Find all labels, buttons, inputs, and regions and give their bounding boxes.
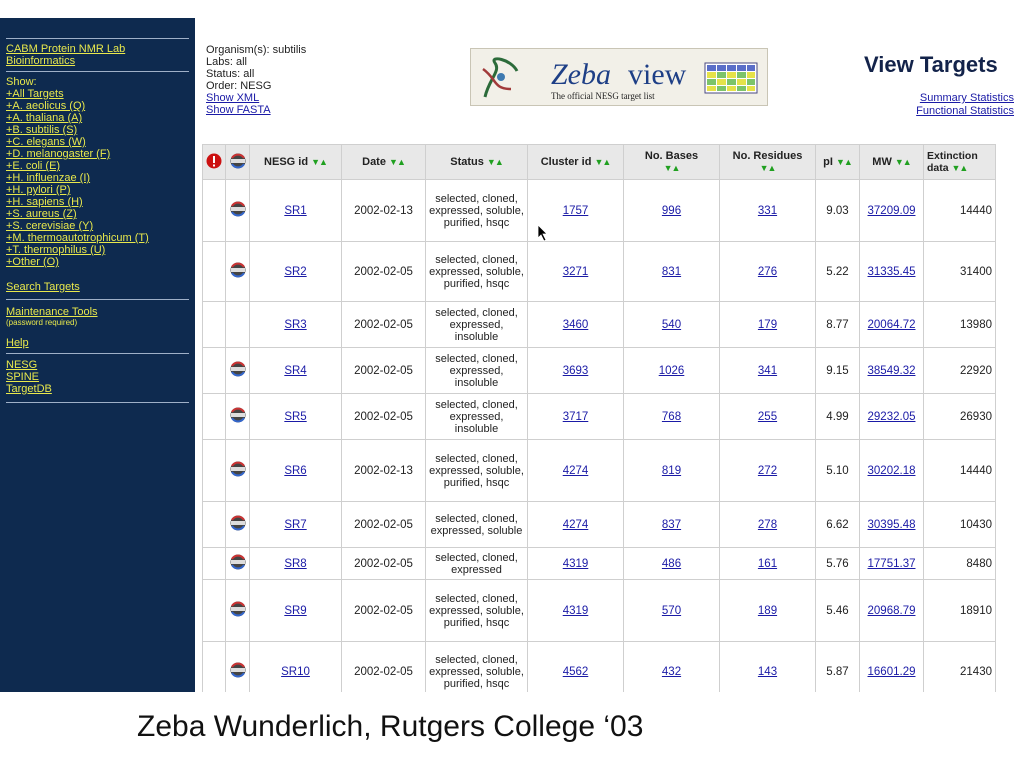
cluster-id-cell [528, 242, 624, 302]
residues-link[interactable]: 255 [757, 410, 778, 423]
cluster-id-link[interactable]: 4319 [562, 557, 589, 570]
cluster-id-cell [528, 642, 624, 693]
nesg-id-cell [250, 502, 342, 548]
date-cell: 2002-02-13 [342, 440, 426, 502]
status-cell: selected, cloned, expressed [426, 548, 528, 580]
sidebar [0, 18, 195, 692]
cluster-id-cell [528, 302, 624, 348]
bases-link[interactable]: 837 [661, 518, 682, 531]
bases-cell [624, 502, 720, 548]
search-targets-link[interactable]: Search Targets [6, 281, 80, 293]
structure-cell [226, 642, 250, 693]
mw-cell [860, 348, 924, 394]
mw-link[interactable]: 38549.32 [867, 364, 916, 377]
alert-cell [203, 642, 226, 693]
bases-cell [624, 394, 720, 440]
pi-cell: 8.77 [816, 302, 860, 348]
column-header-nesg-id[interactable]: NESG id ▼▲ [250, 145, 342, 180]
table-header-row [203, 145, 996, 180]
mw-cell [860, 180, 924, 242]
date-cell: 2002-02-05 [342, 548, 426, 580]
nesg-id-link[interactable]: SR1 [284, 204, 307, 217]
extinction-cell: 31400 [924, 242, 996, 302]
organism-link[interactable]: +T. thermophilus (U) [6, 244, 106, 256]
password-note: (password required) [6, 318, 78, 327]
column-header-date[interactable]: Date ▼▲ [342, 145, 426, 180]
bases-link[interactable]: 486 [661, 557, 682, 570]
residues-cell [720, 580, 816, 642]
organism-link[interactable]: +M. thermoautotrophicum (T) [6, 232, 149, 244]
mw-link[interactable]: 29232.05 [867, 410, 916, 423]
date-cell: 2002-02-05 [342, 580, 426, 642]
zebaview-logo [470, 48, 768, 106]
nesg-id-link[interactable]: SR10 [281, 665, 310, 678]
pi-cell: 5.76 [816, 548, 860, 580]
residues-link[interactable]: 278 [757, 518, 778, 531]
bases-cell [624, 580, 720, 642]
cluster-id-link[interactable]: 3460 [562, 318, 589, 331]
nesg-id-link[interactable]: SR8 [284, 557, 307, 570]
nesg-id-cell [250, 548, 342, 580]
nesg-id-link[interactable]: SR3 [284, 318, 307, 331]
structure-globe-icon[interactable] [230, 262, 246, 278]
sort-arrows-icon[interactable]: ▼▲ [951, 163, 968, 173]
structure-cell [226, 242, 250, 302]
bases-link[interactable]: 540 [661, 318, 682, 331]
residues-cell [720, 502, 816, 548]
table-row [203, 502, 996, 548]
organism-link[interactable]: +S. cerevisiae (Y) [6, 220, 94, 232]
table-row [203, 580, 996, 642]
sort-arrows-icon[interactable]: ▼▲ [486, 157, 503, 167]
residues-link[interactable]: 143 [757, 665, 778, 678]
show-label: Show: [6, 76, 37, 88]
residues-link[interactable]: 272 [757, 464, 778, 477]
cluster-id-link[interactable]: 1757 [562, 204, 589, 217]
cluster-id-link[interactable]: 4319 [562, 604, 589, 617]
structure-globe-icon[interactable] [230, 515, 246, 531]
nesg-id-cell [250, 302, 342, 348]
mw-link[interactable]: 20064.72 [867, 318, 916, 331]
alert-column-header [203, 145, 226, 180]
alert-cell [203, 394, 226, 440]
structure-globe-icon[interactable] [230, 461, 246, 477]
date-cell: 2002-02-05 [342, 502, 426, 548]
mw-link[interactable]: 17751.37 [867, 557, 916, 570]
bases-cell [624, 180, 720, 242]
alert-cell [203, 440, 226, 502]
extinction-cell: 8480 [924, 548, 996, 580]
sort-arrows-icon[interactable]: ▼▲ [836, 157, 852, 167]
date-cell: 2002-02-05 [342, 302, 426, 348]
cluster-id-link[interactable]: 4274 [562, 464, 589, 477]
bases-link[interactable]: 996 [661, 204, 682, 217]
structure-cell [226, 180, 250, 242]
mw-link[interactable]: 30395.48 [867, 518, 916, 531]
mw-link[interactable]: 30202.18 [867, 464, 916, 477]
mw-cell [860, 394, 924, 440]
bioinformatics-link[interactable]: Bioinformatics [6, 55, 76, 67]
sort-arrows-icon[interactable]: ▼▲ [759, 163, 776, 173]
structure-cell [226, 302, 250, 348]
cluster-id-link[interactable]: 3693 [562, 364, 589, 377]
table-row [203, 394, 996, 440]
structure-column-header [226, 145, 250, 180]
nesg-id-link[interactable]: SR5 [284, 410, 307, 423]
sort-arrows-icon[interactable]: ▼▲ [311, 157, 327, 167]
mw-cell [860, 548, 924, 580]
mw-cell [860, 440, 924, 502]
residues-link[interactable]: 161 [757, 557, 778, 570]
column-header-mw[interactable]: MW ▼▲ [860, 145, 924, 180]
residues-cell [720, 302, 816, 348]
structure-cell [226, 502, 250, 548]
organism-link[interactable]: +All Targets [6, 88, 64, 100]
alert-cell [203, 548, 226, 580]
residues-cell [720, 242, 816, 302]
nesg-id-cell [250, 440, 342, 502]
cluster-id-cell [528, 440, 624, 502]
status-cell: selected, cloned, expressed, soluble, purified, hsqc [426, 642, 528, 693]
help-link[interactable]: Help [6, 337, 29, 349]
nesg-id-cell [250, 580, 342, 642]
alert-cell [203, 348, 226, 394]
alert-cell [203, 302, 226, 348]
bases-link[interactable]: 831 [661, 265, 682, 278]
table-row [203, 180, 996, 242]
nesg-id-link[interactable]: SR9 [284, 604, 307, 617]
sort-arrows-icon[interactable]: ▼▲ [389, 157, 405, 167]
date-cell: 2002-02-05 [342, 242, 426, 302]
pi-cell: 9.15 [816, 348, 860, 394]
cluster-id-cell [528, 502, 624, 548]
structure-cell [226, 548, 250, 580]
protein-ribbon-icon [483, 59, 517, 97]
column-header-no-bases[interactable]: No. Bases ▼▲ [624, 145, 720, 180]
date-cell: 2002-02-05 [342, 642, 426, 693]
sort-arrows-icon[interactable]: ▼▲ [894, 157, 911, 167]
cluster-id-cell [528, 348, 624, 394]
bases-link[interactable]: 570 [661, 604, 682, 617]
mw-link[interactable]: 37209.09 [867, 204, 916, 217]
column-header-extinction[interactable]: Extinction data ▼▲ [924, 145, 996, 180]
cluster-id-link[interactable]: 3271 [562, 265, 589, 278]
targetdb-link[interactable]: TargetDB [6, 383, 52, 395]
status-cell: selected, cloned, expressed, soluble, purified, hsqc [426, 242, 528, 302]
mw-cell [860, 242, 924, 302]
mw-cell [860, 502, 924, 548]
column-header-cluster-id[interactable]: Cluster id ▼▲ [528, 145, 624, 180]
bases-cell [624, 642, 720, 693]
nesg-id-cell [250, 642, 342, 693]
extinction-cell: 14440 [924, 180, 996, 242]
table-row [203, 348, 996, 394]
residues-cell [720, 394, 816, 440]
mw-link[interactable]: 20968.79 [867, 604, 916, 617]
extinction-cell: 10430 [924, 502, 996, 548]
pi-cell: 5.10 [816, 440, 860, 502]
mw-link[interactable]: 31335.45 [867, 265, 916, 278]
organism-link[interactable]: +A. thaliana (A) [6, 112, 83, 124]
summary-statistics-link[interactable]: Summary Statistics [919, 92, 1014, 104]
spine-link[interactable]: SPINE [6, 371, 40, 383]
alert-cell [203, 580, 226, 642]
organism-filter: Organism(s): subtilis [206, 44, 307, 56]
bases-cell [624, 548, 720, 580]
grid-table-icon [705, 63, 757, 93]
status-cell: selected, cloned, expressed, insoluble [426, 302, 528, 348]
status-cell: selected, cloned, expressed, insoluble [426, 348, 528, 394]
table-row [203, 242, 996, 302]
show-fasta-link[interactable]: Show FASTA [206, 104, 271, 116]
pi-cell: 5.22 [816, 242, 860, 302]
sort-arrows-icon[interactable]: ▼▲ [663, 163, 680, 173]
order-filter: Order: NESG [206, 80, 272, 92]
pi-cell: 9.03 [816, 180, 860, 242]
mw-link[interactable]: 16601.29 [867, 665, 916, 678]
mouse-cursor-icon [537, 224, 549, 242]
functional-statistics-link[interactable]: Functional Statistics [916, 105, 1014, 117]
nesg-link[interactable]: NESG [6, 359, 38, 371]
lab-link[interactable]: CABM Protein NMR Lab [6, 43, 126, 55]
organism-link[interactable]: +H. sapiens (H) [6, 196, 83, 208]
status-cell: selected, cloned, expressed, soluble, purified, hsqc [426, 180, 528, 242]
logo-word-zeba: Zeba [551, 58, 611, 91]
column-header-pi[interactable]: pI ▼▲ [816, 145, 860, 180]
table-row [203, 548, 996, 580]
residues-link[interactable]: 331 [757, 204, 778, 217]
extinction-cell: 13980 [924, 302, 996, 348]
organism-link[interactable]: +H. pylori (P) [6, 184, 71, 196]
cluster-id-cell [528, 580, 624, 642]
alert-cell [203, 242, 226, 302]
bases-cell [624, 348, 720, 394]
structure-cell [226, 580, 250, 642]
table-row [203, 302, 996, 348]
residues-cell [720, 348, 816, 394]
sidebar-divider [6, 402, 189, 403]
nesg-id-cell [250, 348, 342, 394]
pi-cell: 4.99 [816, 394, 860, 440]
bases-link[interactable]: 432 [661, 665, 682, 678]
bases-cell [624, 302, 720, 348]
organism-link[interactable]: +H. influenzae (I) [6, 172, 91, 184]
mw-cell [860, 302, 924, 348]
status-cell: selected, cloned, expressed, soluble [426, 502, 528, 548]
date-cell: 2002-02-05 [342, 394, 426, 440]
mw-cell [860, 642, 924, 693]
extinction-cell: 21430 [924, 642, 996, 693]
residues-cell [720, 180, 816, 242]
bases-link[interactable]: 768 [661, 410, 682, 423]
structure-globe-icon[interactable] [230, 407, 246, 423]
column-header-no-residues[interactable]: No. Residues ▼▲ [720, 145, 816, 180]
globe-icon [230, 153, 246, 169]
date-cell: 2002-02-05 [342, 348, 426, 394]
bases-cell [624, 242, 720, 302]
organism-link[interactable]: +S. aureus (Z) [6, 208, 77, 220]
logo-graphic [471, 49, 767, 105]
sort-arrows-icon[interactable]: ▼▲ [594, 157, 611, 167]
targets-table [202, 144, 996, 692]
page-title: View Targets [864, 52, 998, 77]
show-xml-link[interactable]: Show XML [206, 92, 260, 104]
logo-word-view: view [628, 58, 687, 91]
cluster-id-cell [528, 548, 624, 580]
residues-link[interactable]: 341 [757, 364, 778, 377]
cluster-id-cell [528, 394, 624, 440]
nesg-id-cell [250, 180, 342, 242]
pi-cell: 5.87 [816, 642, 860, 693]
residues-cell [720, 642, 816, 693]
logo-subtitle: The official NESG target list [551, 91, 655, 101]
residues-link[interactable]: 179 [757, 318, 778, 331]
structure-globe-icon[interactable] [230, 201, 246, 217]
status-filter: Status: all [206, 68, 255, 80]
statistics-links [916, 92, 1014, 118]
column-header-status[interactable]: Status ▼▲ [426, 145, 528, 180]
status-cell: selected, cloned, expressed, insoluble [426, 394, 528, 440]
structure-cell [226, 394, 250, 440]
extinction-cell: 14440 [924, 440, 996, 502]
organism-list [6, 88, 189, 268]
organism-link[interactable]: +A. aeolicus (Q) [6, 100, 86, 112]
sidebar-divider [6, 71, 189, 72]
alert-cell [203, 502, 226, 548]
nesg-id-link[interactable]: SR7 [284, 518, 307, 531]
nesg-id-cell [250, 242, 342, 302]
mw-cell [860, 580, 924, 642]
alert-icon [206, 153, 222, 169]
organism-link[interactable]: +D. melanogaster (F) [6, 148, 111, 160]
slide-caption: Zeba Wunderlich, Rutgers College ‘03 [137, 710, 644, 743]
status-cell: selected, cloned, expressed, soluble, purified, hsqc [426, 440, 528, 502]
residues-cell [720, 548, 816, 580]
bases-link[interactable]: 1026 [658, 364, 685, 377]
organism-link[interactable]: +B. subtilis (S) [6, 124, 78, 136]
filter-info [206, 44, 306, 116]
table-row [203, 642, 996, 693]
bases-link[interactable]: 819 [661, 464, 682, 477]
labs-filter: Labs: all [206, 56, 247, 68]
bases-cell [624, 440, 720, 502]
structure-cell [226, 348, 250, 394]
sidebar-divider [6, 353, 189, 354]
organism-link[interactable]: +C. elegans (W) [6, 136, 86, 148]
structure-globe-icon[interactable] [230, 361, 246, 377]
extinction-cell: 18910 [924, 580, 996, 642]
main-content [196, 18, 1024, 692]
residues-link[interactable]: 276 [757, 265, 778, 278]
cluster-id-link[interactable]: 4562 [562, 665, 589, 678]
nesg-id-link[interactable]: SR4 [284, 364, 307, 377]
organism-link[interactable]: +Other (O) [6, 256, 59, 268]
nesg-id-link[interactable]: SR6 [284, 464, 307, 477]
pi-cell: 6.62 [816, 502, 860, 548]
status-cell: selected, cloned, expressed, soluble, purified, hsqc [426, 580, 528, 642]
extinction-cell: 22920 [924, 348, 996, 394]
structure-globe-icon[interactable] [230, 554, 246, 570]
structure-cell [226, 440, 250, 502]
nesg-id-link[interactable]: SR2 [284, 265, 307, 278]
cluster-id-link[interactable]: 3717 [562, 410, 589, 423]
sidebar-divider [6, 299, 189, 300]
structure-globe-icon[interactable] [230, 662, 246, 678]
date-cell: 2002-02-13 [342, 180, 426, 242]
organism-link[interactable]: +E. coli (E) [6, 160, 61, 172]
pi-cell: 5.46 [816, 580, 860, 642]
sidebar-divider [6, 38, 189, 39]
cluster-id-link[interactable]: 4274 [562, 518, 589, 531]
nesg-id-cell [250, 394, 342, 440]
structure-globe-icon[interactable] [230, 601, 246, 617]
table-row [203, 440, 996, 502]
residues-link[interactable]: 189 [757, 604, 778, 617]
maintenance-tools-link[interactable]: Maintenance Tools [6, 306, 98, 318]
residues-cell [720, 440, 816, 502]
targets-table-body [203, 180, 996, 693]
alert-cell [203, 180, 226, 242]
extinction-cell: 26930 [924, 394, 996, 440]
